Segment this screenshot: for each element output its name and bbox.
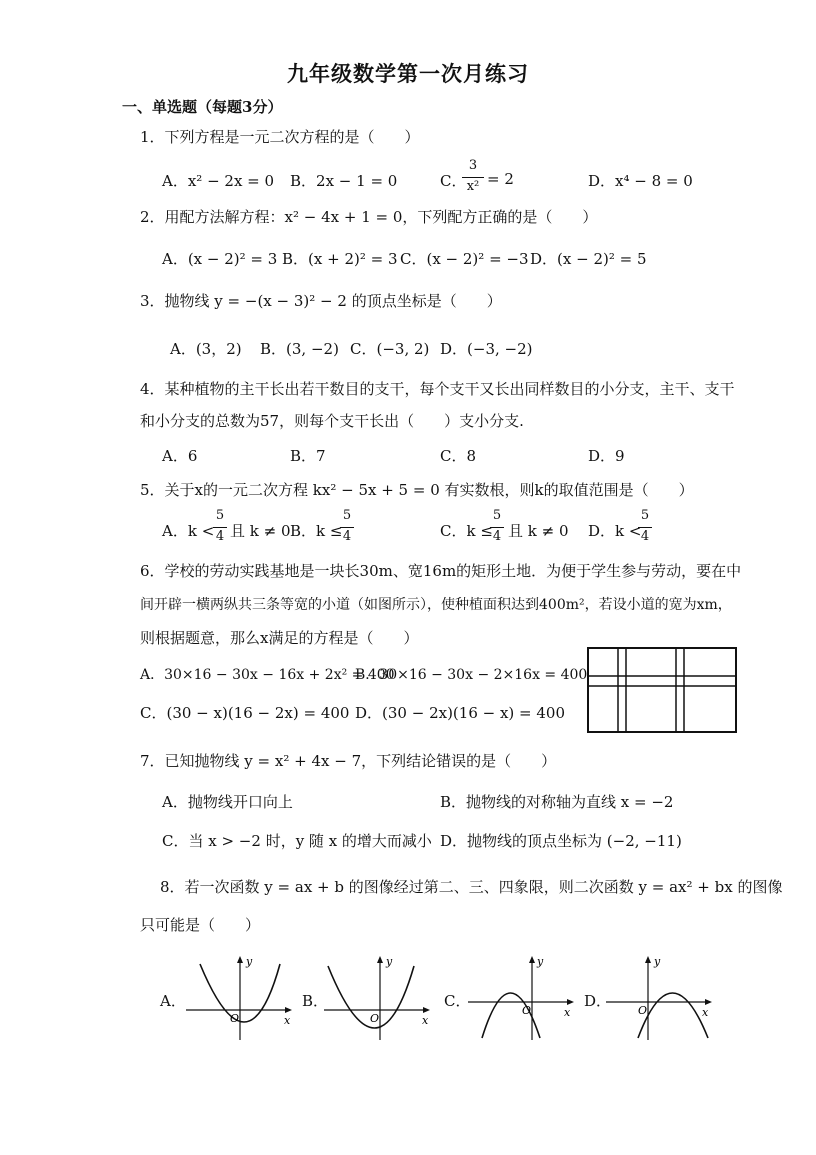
origin-label: O — [370, 1012, 380, 1025]
page-title: 九年级数学第一次月练习 — [287, 61, 529, 86]
q8-graph-a — [184, 954, 296, 1044]
section-heading: 一、单选题（每题3分） — [122, 98, 283, 116]
q7-option-d: D．抛物线的顶点坐标为 (−2, −11) — [440, 832, 682, 850]
q1-option-b: B．2x − 1 = 0 — [290, 172, 398, 190]
q1-option-c-numerator: 3 — [468, 158, 478, 173]
q7-option-b: B．抛物线的对称轴为直线 x = −2 — [440, 793, 674, 811]
q4-option-c: C．8 — [440, 447, 477, 465]
q1-option-c-label: C． — [440, 172, 467, 190]
question-7-stem: 7．已知抛物线 y = x² + 4x − 7，下列结论错误的是（ ） — [140, 752, 557, 770]
x-axis-label: x — [564, 1006, 571, 1019]
q3-option-d: D．(−3, −2) — [440, 340, 533, 358]
q5-option-b-prefix: B．k ≤ — [290, 522, 343, 540]
q5-option-d-prefix: D．k < — [588, 522, 642, 540]
q3-option-a: A．(3，2) — [170, 340, 242, 358]
q5-option-b-fraction-bar — [340, 527, 354, 528]
y-axis-label: y — [386, 955, 393, 968]
y-axis-label: y — [654, 955, 661, 968]
question-8-stem-line1: 8．若一次函数 y = ax + b 的图像经过第二、三、四象限，则二次函数 y = ax² + bx 的图像 — [160, 878, 783, 896]
question-6-stem-line1: 6．学校的劳动实践基地是一块长30m、宽16m的矩形土地．为便于学生参与劳动，要在中 — [140, 562, 742, 580]
y-axis-arrow — [377, 956, 383, 963]
q8-graph-d — [604, 954, 716, 1044]
q5-option-c-prefix: C．k ≤ — [440, 522, 493, 540]
x-axis-label: x — [702, 1006, 709, 1019]
q2-option-c: C．(x − 2)² = −3 — [400, 250, 529, 268]
y-axis-label: y — [537, 955, 544, 968]
q5-option-d-fraction-bar — [638, 527, 652, 528]
q8-graph-c — [466, 954, 578, 1044]
q2-option-a: A．(x − 2)² = 3 — [162, 250, 278, 268]
q1-option-c-rest: = 2 — [487, 170, 514, 188]
q5-option-b-numerator: 5 — [342, 508, 352, 523]
q5-option-c-suffix: 且 k ≠ 0 — [508, 522, 569, 540]
q5-option-a-numerator: 5 — [215, 508, 225, 523]
x-axis-label: x — [284, 1014, 291, 1027]
q5-option-a-suffix: 且 k ≠ 0 — [230, 522, 291, 540]
q5-option-d-denominator: 4 — [640, 529, 650, 544]
parabola-curve — [482, 993, 540, 1038]
x-axis-arrow — [567, 999, 574, 1005]
q8-graph-b — [322, 954, 434, 1044]
q4-option-b: B．7 — [290, 447, 326, 465]
q3-option-c: C．(−3, 2) — [350, 340, 430, 358]
q5-option-a-prefix: A．k < — [162, 522, 215, 540]
q3-option-b: B．(3, −2) — [260, 340, 339, 358]
q6-option-c: C．(30 − x)(16 − 2x) = 400 — [140, 704, 350, 722]
q8-option-d-label: D． — [584, 992, 612, 1010]
origin-label: O — [230, 1012, 240, 1025]
q1-option-d: D．x⁴ − 8 = 0 — [588, 172, 693, 190]
q1-option-c-denominator: x² — [466, 179, 480, 194]
question-4-stem-line2: 和小分支的总数为57，则每个支干长出（ ）支小分支. — [140, 412, 524, 430]
q2-option-b: B．(x + 2)² = 3 — [282, 250, 398, 268]
q4-option-a: A．6 — [162, 447, 198, 465]
y-axis-arrow — [237, 956, 243, 963]
q5-option-c-fraction-bar — [490, 527, 504, 528]
q5-option-d-numerator: 5 — [640, 508, 650, 523]
q7-option-a: A．抛物线开口向上 — [162, 793, 293, 811]
q1-option-c-fraction-bar — [462, 177, 484, 178]
q5-option-a-fraction-bar — [213, 527, 227, 528]
q5-option-c-denominator: 4 — [492, 529, 502, 544]
question-6-stem-line3: 则根据题意，那么x满足的方程是（ ） — [140, 629, 419, 647]
q5-option-a-denominator: 4 — [215, 529, 225, 544]
q1-option-a: A．x² − 2x = 0 — [162, 172, 275, 190]
question-3-stem: 3．抛物线 y = −(x − 3)² − 2 的顶点坐标是（ ） — [140, 292, 502, 310]
q5-option-c-numerator: 5 — [492, 508, 502, 523]
x-axis-arrow — [285, 1007, 292, 1013]
x-axis-arrow — [705, 999, 712, 1005]
y-axis-arrow — [645, 956, 651, 963]
question-6-stem-line2: 间开辟一横两纵共三条等宽的小道（如图所示），使种植面积达到400m²，若设小道的宽为xm， — [140, 597, 732, 613]
q6-option-b: B．30×16 − 30x − 2×16x = 400 — [355, 667, 588, 683]
question-1-stem: 1．下列方程是一元二次方程的是（ ） — [140, 128, 420, 146]
question-8-stem-line2: 只可能是（ ） — [140, 916, 261, 934]
q8-option-b-label: B． — [302, 992, 329, 1010]
question-4-stem-line1: 4．某种植物的主干长出若干数目的支干，每个支干又长出同样数目的小分支，主干、支干 — [140, 380, 735, 398]
q6-field-diagram — [586, 646, 740, 736]
q7-option-c: C．当 x > −2 时，y 随 x 的增大而减小 — [162, 832, 432, 850]
origin-label: O — [638, 1004, 648, 1017]
y-axis-label: y — [246, 955, 253, 968]
x-axis-arrow — [423, 1007, 430, 1013]
q4-option-d: D．9 — [588, 447, 625, 465]
q6-option-d: D．(30 − 2x)(16 − x) = 400 — [355, 704, 566, 722]
question-2-stem: 2．用配方法解方程：x² − 4x + 1 = 0，下列配方正确的是（ ） — [140, 208, 598, 226]
q8-option-c-label: C． — [444, 992, 471, 1010]
q5-option-b-denominator: 4 — [342, 529, 352, 544]
field-outline — [588, 648, 736, 732]
y-axis-arrow — [529, 956, 535, 963]
q2-option-d: D．(x − 2)² = 5 — [530, 250, 647, 268]
x-axis-label: x — [422, 1014, 429, 1027]
q8-option-a-label: A． — [160, 992, 186, 1010]
question-5-stem: 5．关于x的一元二次方程 kx² − 5x + 5 = 0 有实数根，则k的取值范围是（ ） — [140, 481, 694, 499]
origin-label: O — [522, 1004, 532, 1017]
q6-option-a: A．30×16 − 30x − 16x + 2x² = 400 — [140, 667, 395, 683]
